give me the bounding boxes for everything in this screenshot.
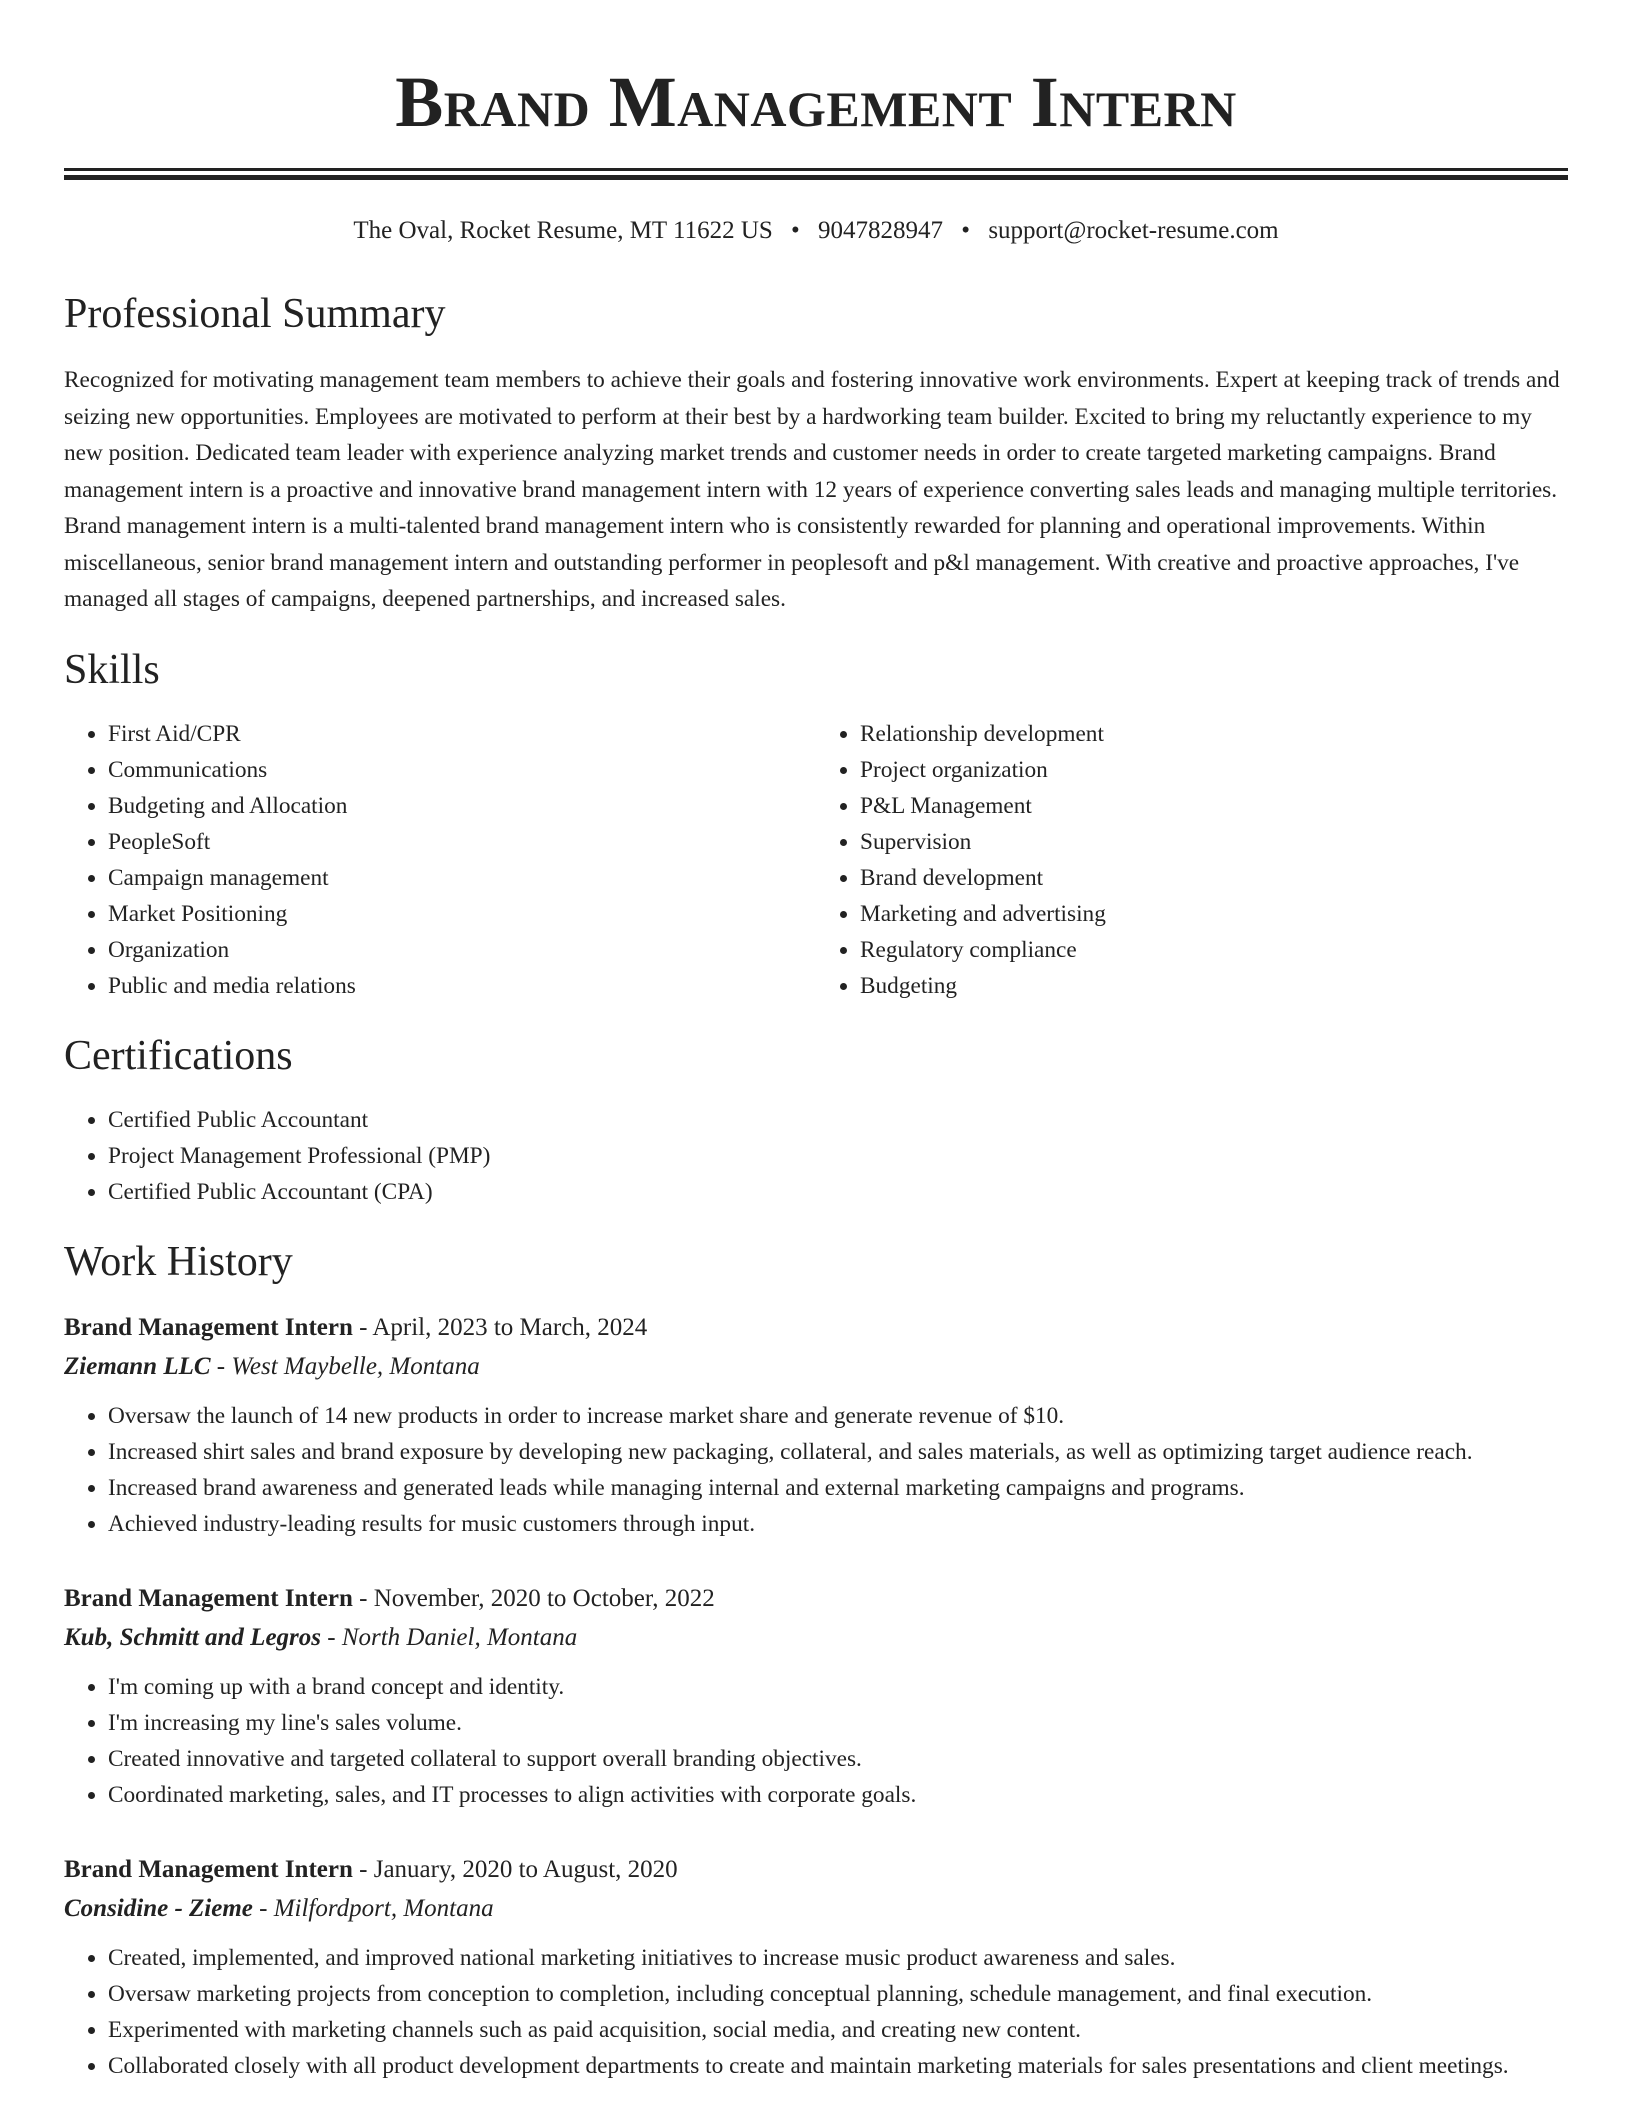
job-bullets xyxy=(64,1669,1568,1813)
skill-item: • P&L Management xyxy=(860,788,1568,824)
certification-item: • Project Management Professional (PMP) xyxy=(108,1138,1568,1174)
skill-item: • Project organization xyxy=(860,752,1568,788)
job-bullet: • Created, implemented, and improved national marketing initiatives to increase music product awareness and sales. xyxy=(108,1940,1568,1976)
skill-item: • Marketing and advertising xyxy=(860,896,1568,932)
contact-separator: • xyxy=(791,217,800,244)
skill-item: • Regulatory compliance xyxy=(860,932,1568,968)
company-line: Considine - Zieme - Milfordport, Montana xyxy=(64,1894,494,1922)
job-bullet: • Coordinated marketing, sales, and IT processes to align activities with corporate goals. xyxy=(108,1777,1568,1813)
header-double-rule xyxy=(64,168,1568,180)
skill-item: • Budgeting xyxy=(860,968,1568,1004)
contact-line xyxy=(64,216,1568,246)
summary-text: Recognized for motivating management team members to achieve their goals and fostering innovative work environments. Expert at keeping track of trends and seizing new opportunities. Employees are motivated to perform at their best by a hardworking team builder. Excited to bring my reluctantly experience to my new position. Dedicated team leader with experience analyzing market trends and customer needs in order to create targeted marketing campaigns. Brand management intern is a proactive and innovative brand management intern with 12 years of experience converting sales leads and managing multiple territories. Brand management intern is a multi-talented brand management intern who is consistently rewarded for planning and operational improvements. Within miscellaneous, senior brand management intern and outstanding performer in peoplesoft and p&l management. With creative and proactive approaches, I've managed all stages of campaigns, deepened partnerships, and increased sales. xyxy=(64,367,1560,613)
company-name: Kub, Schmitt and Legros xyxy=(64,1623,321,1651)
skill-item: • Budgeting and Allocation xyxy=(108,788,816,824)
job-bullet: • Achieved industry-leading results for music customers through input. xyxy=(108,1506,1568,1542)
job-bullet: • Experimented with marketing channels such as paid acquisition, social media, and creating new content. xyxy=(108,2012,1568,2048)
skill-item: • Public and media relations xyxy=(108,968,816,1004)
job-dates: November, 2020 to October, 2022 xyxy=(373,1584,715,1612)
skill-item: • Market Positioning xyxy=(108,896,816,932)
skill-item: • Organization xyxy=(108,932,816,968)
skills-columns xyxy=(64,716,1568,1004)
certification-item: • Certified Public Accountant (CPA) xyxy=(108,1174,1568,1210)
certifications-section xyxy=(64,1032,1568,1210)
work-history-heading: Work History xyxy=(64,1239,293,1286)
skills-section xyxy=(64,646,1568,1004)
skill-item: • First Aid/CPR xyxy=(108,716,816,752)
contact-separator: • xyxy=(961,217,971,244)
job-dates: April, 2023 to March, 2024 xyxy=(372,1313,648,1341)
job-title-line: Brand Management Intern - January, 2020 to August, 2020 xyxy=(64,1855,678,1883)
skill-item: • Brand development xyxy=(860,860,1568,896)
summary-section xyxy=(64,290,1568,618)
summary-heading: Professional Summary xyxy=(64,291,446,337)
contact-phone: 9047828947 xyxy=(818,217,944,244)
skill-item: • Supervision xyxy=(860,824,1568,860)
job-bullet: • Increased brand awareness and generated leads while managing internal and external marketing campaigns and programs. xyxy=(108,1470,1568,1506)
job-title: Brand Management Intern xyxy=(64,1855,353,1883)
job-bullet: • Increased shirt sales and brand exposure by developing new packaging, collateral, and sales materials, as well as optimizing target audience reach. xyxy=(108,1434,1568,1470)
certification-item: • Certified Public Accountant xyxy=(108,1102,1568,1138)
contact-address: The Oval, Rocket Resume, MT 11622 US xyxy=(353,217,773,244)
job-title-line: Brand Management Intern - November, 2020 to October, 2022 xyxy=(64,1584,715,1612)
company-line: Ziemann LLC - West Maybelle, Montana xyxy=(64,1352,480,1380)
job-title-line: Brand Management Intern - April, 2023 to March, 2024 xyxy=(64,1313,648,1341)
company-name: Considine - Zieme xyxy=(64,1894,253,1922)
job-bullet: • Collaborated closely with all product development departments to create and maintain marketing materials for sales presentations and client meetings. xyxy=(108,2048,1568,2084)
skills-heading: Skills xyxy=(64,646,160,693)
company-location: North Daniel, Montana xyxy=(341,1623,578,1651)
job-bullet: • Oversaw marketing projects from conception to completion, including conceptual planning, schedule management, and final execution. xyxy=(108,1976,1568,2012)
job-title: Brand Management Intern xyxy=(64,1313,353,1341)
certifications-list xyxy=(64,1102,1568,1210)
skill-item: • Relationship development xyxy=(860,716,1568,752)
job-bullet: • Created innovative and targeted collateral to support overall branding objectives. xyxy=(108,1741,1568,1777)
company-location: Milfordport, Montana xyxy=(273,1894,494,1922)
job-title: Brand Management Intern xyxy=(64,1584,353,1612)
skills-left-list xyxy=(64,716,816,1004)
work-history-section xyxy=(64,1238,1568,2083)
candidate-name: Brand Management Intern xyxy=(395,62,1237,142)
certifications-heading: Certifications xyxy=(64,1033,293,1080)
job-bullet: • Oversaw the launch of 14 new products in order to increase market share and generate revenue of $10. xyxy=(108,1398,1568,1434)
company-name: Ziemann LLC xyxy=(64,1352,211,1380)
job-bullet: • I'm increasing my line's sales volume. xyxy=(108,1705,1568,1741)
job-dates: January, 2020 to August, 2020 xyxy=(373,1855,678,1883)
job-bullets xyxy=(64,1398,1568,1542)
job-entry xyxy=(64,1851,1568,2084)
resume-page xyxy=(64,0,1568,2084)
company-line: Kub, Schmitt and Legros - North Daniel, Montana xyxy=(64,1623,578,1651)
contact-email: support@rocket-resume.com xyxy=(988,217,1279,244)
job-entry xyxy=(64,1309,1568,1542)
skills-right-list xyxy=(816,716,1568,1004)
job-bullet: • I'm coming up with a brand concept and identity. xyxy=(108,1669,1568,1705)
company-location: West Maybelle, Montana xyxy=(231,1352,480,1380)
job-entry xyxy=(64,1580,1568,1813)
skill-item: • PeopleSoft xyxy=(108,824,816,860)
job-bullets xyxy=(64,1940,1568,2084)
skill-item: • Communications xyxy=(108,752,816,788)
skill-item: • Campaign management xyxy=(108,860,816,896)
